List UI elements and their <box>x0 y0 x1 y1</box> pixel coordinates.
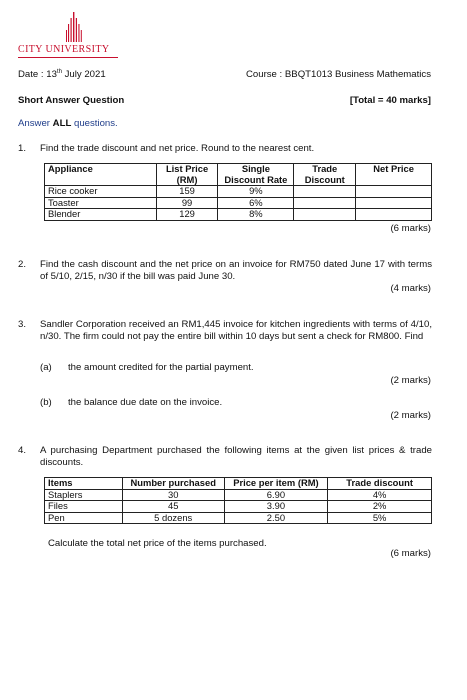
q2-text: Find the cash discount and the net price on an invoice for RM750 dated June 17 with terms of 5/10, 2/15, n/30 if the bill was paid June 30. <box>40 259 432 282</box>
table-cell: 5% <box>328 512 432 524</box>
exam-date <box>18 69 106 80</box>
total-marks: [Total = 40 marks] <box>349 95 431 106</box>
q4-items-table <box>44 477 432 524</box>
q3a-marks: (2 marks) <box>390 375 431 386</box>
table-cell: 2% <box>328 501 432 513</box>
instruction <box>18 118 118 129</box>
table-row <box>45 197 432 209</box>
table-cell: 99 <box>156 197 218 209</box>
column-header: Trade discount <box>328 478 432 490</box>
table-cell: Toaster <box>45 197 157 209</box>
q4-footer: Calculate the total net price of the items purchased. <box>48 538 267 549</box>
q3a-label: (a) <box>40 362 52 373</box>
table-cell <box>294 186 356 198</box>
q1-text: Find the trade discount and net price. Round to the nearest cent. <box>40 143 315 154</box>
table-row <box>45 512 432 524</box>
q4-text: A purchasing Department purchased the following items at the given list prices & trade discounts. <box>40 445 432 468</box>
table-cell: Staplers <box>45 489 123 501</box>
table-row <box>45 489 432 501</box>
q4-number: 4. <box>18 445 27 456</box>
table-header-row <box>45 164 432 186</box>
table-cell: 6.90 <box>224 489 328 501</box>
column-header: Appliance <box>45 164 157 186</box>
table-cell <box>356 209 432 221</box>
table-cell: Blender <box>45 209 157 221</box>
q2-number: 2. <box>18 259 27 270</box>
tower-logo-icon <box>66 12 82 42</box>
q3b-text: the balance due date on the invoice. <box>68 397 223 408</box>
logo-underline <box>18 57 118 58</box>
table-row <box>45 209 432 221</box>
column-header: Price per item (RM) <box>224 478 328 490</box>
q3-number: 3. <box>18 319 27 330</box>
date-rest: July 2021 <box>61 69 106 81</box>
table-cell <box>356 197 432 209</box>
table-cell: 2.50 <box>224 512 328 524</box>
q4-marks: (6 marks) <box>390 548 431 559</box>
column-header: List Price (RM) <box>156 164 218 186</box>
table-cell: 9% <box>218 186 294 198</box>
column-header: Single Discount Rate <box>218 164 294 186</box>
date-label: Date : 13 <box>18 69 57 81</box>
table-cell <box>294 197 356 209</box>
column-header: Trade Discount <box>294 164 356 186</box>
instruction-prefix: Answer <box>18 118 53 129</box>
section-title: Short Answer Question <box>18 95 125 106</box>
university-logo <box>18 12 138 60</box>
instruction-emphasis: ALL <box>52 118 72 129</box>
table-cell: Pen <box>45 512 123 524</box>
table-row <box>45 186 432 198</box>
table-cell: 6% <box>218 197 294 209</box>
table-cell <box>356 186 432 198</box>
table-cell <box>294 209 356 221</box>
date-suffix: th <box>56 69 62 75</box>
table-header-row <box>45 478 432 490</box>
table-cell: 3.90 <box>224 501 328 513</box>
column-header: Items <box>45 478 123 490</box>
q1-number: 1. <box>18 143 27 154</box>
table-cell: 45 <box>122 501 224 513</box>
table-cell: Rice cooker <box>45 186 157 198</box>
table-cell: 4% <box>328 489 432 501</box>
q1-marks: (6 marks) <box>390 223 431 234</box>
q3-text: Sandler Corporation received an RM1,445 invoice for kitchen ingredients with terms of 4/10, n/30. The firm could not pay the entire bill within 10 days but sent a check for RM800. Find <box>40 319 432 342</box>
column-header: Net Price <box>356 164 432 186</box>
table-cell: Files <box>45 501 123 513</box>
q3a-text: the amount credited for the partial payment. <box>68 362 254 373</box>
table-cell: 5 dozens <box>122 512 224 524</box>
course-title: Course : BBQT1013 Business Mathematics <box>245 69 431 80</box>
table-cell: 129 <box>156 209 218 221</box>
logo-text: CITY UNIVERSITY <box>18 44 110 55</box>
q1-appliance-table <box>44 163 432 221</box>
table-row <box>45 501 432 513</box>
instruction-suffix: questions. <box>71 118 118 129</box>
q2-marks: (4 marks) <box>390 283 431 294</box>
q3b-marks: (2 marks) <box>390 410 431 421</box>
table-cell: 30 <box>122 489 224 501</box>
column-header: Number purchased <box>122 478 224 490</box>
q3b-label: (b) <box>40 397 52 408</box>
table-cell: 159 <box>156 186 218 198</box>
table-cell: 8% <box>218 209 294 221</box>
